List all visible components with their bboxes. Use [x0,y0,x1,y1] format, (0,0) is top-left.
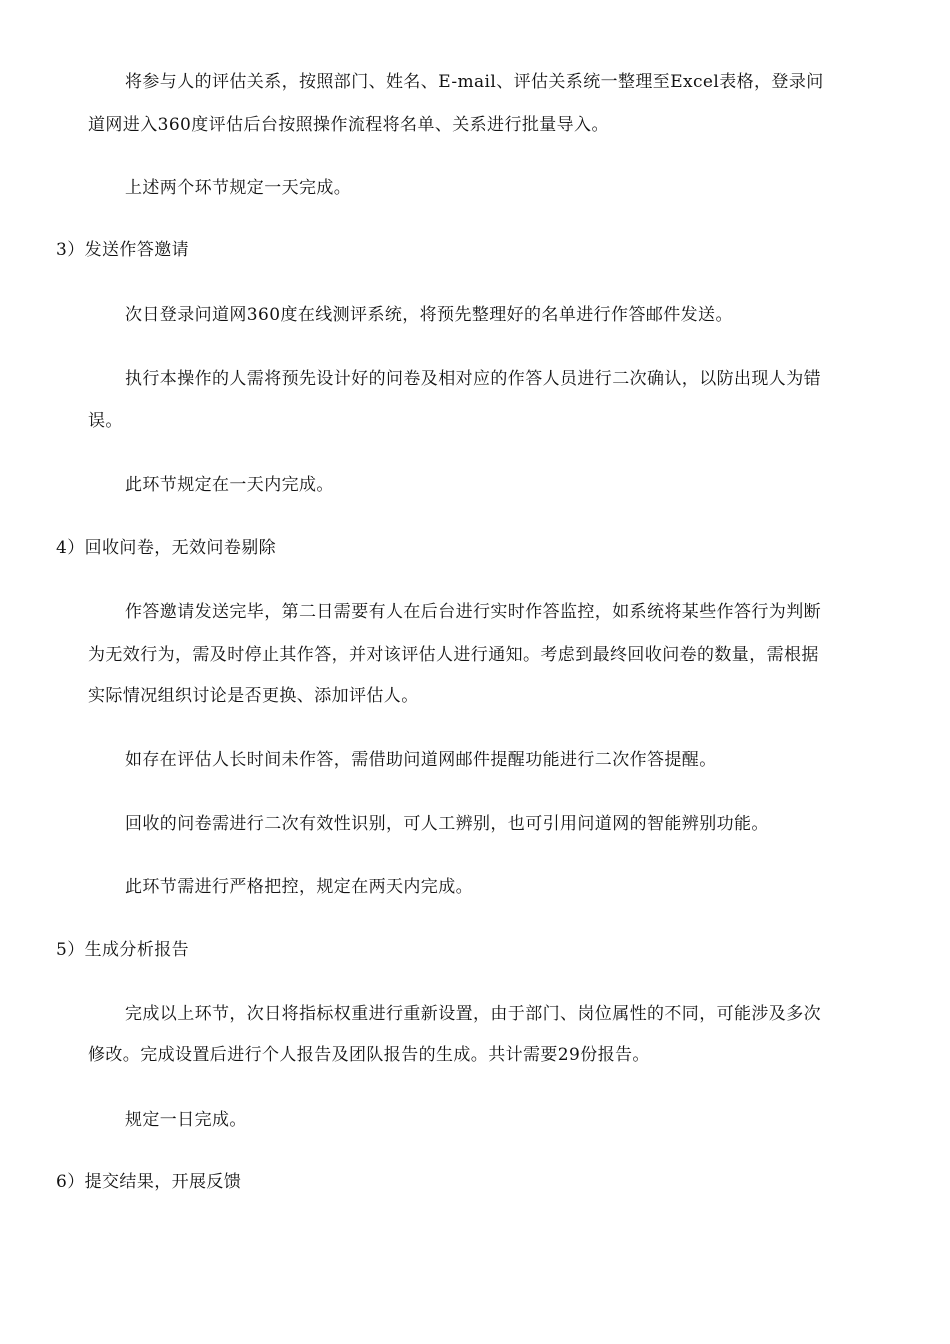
text-line: 执行本操作的人需将预先设计好的问卷及相对应的作答人员进行二次确认，以防出现人为错 [125,369,821,389]
text-line: 上述两个环节规定一天完成。 [125,178,352,198]
text-line: 规定一日完成。 [125,1110,247,1130]
text-line: 完成以上环节，次日将指标权重进行重新设置，由于部门、岗位属性的不同，可能涉及多次 [125,1004,821,1024]
text-line: 误。 [88,411,123,431]
text-line: 如存在评估人长时间未作答，需借助问道网邮件提醒功能进行二次作答提醒。 [125,750,717,770]
text-line: 回收的问卷需进行二次有效性识别，可人工辨别，也可引用问道网的智能辨别功能。 [125,814,769,834]
text-line: 实际情况组织讨论是否更换、添加评估人。 [88,686,419,706]
text-line: 将参与人的评估关系，按照部门、姓名、E-mail、评估关系统一整理至Excel表格，登录问 [125,72,824,92]
heading-text: 3）发送作答邀请 [56,240,190,260]
heading-text: 4）回收问卷，无效问卷剔除 [56,538,277,558]
text-line: 为无效行为，需及时停止其作答，并对该评估人进行通知。考虑到最终回收问卷的数量，需根据 [88,645,819,665]
text-line: 道网进入360度评估后台按照操作流程将名单、关系进行批量导入。 [88,115,609,135]
text-line: 此环节需进行严格把控，规定在两天内完成。 [125,877,473,897]
text-line: 作答邀请发送完毕，第二日需要有人在后台进行实时作答监控，如系统将某些作答行为判断 [125,602,821,622]
text-line: 修改。完成设置后进行个人报告及团队报告的生成。共计需要29份报告。 [88,1045,650,1065]
heading-text: 6）提交结果，开展反馈 [56,1172,242,1192]
text-line: 此环节规定在一天内完成。 [125,475,334,495]
text-line: 次日登录问道网360度在线测评系统，将预先整理好的名单进行作答邮件发送。 [125,305,733,325]
heading-text: 5）生成分析报告 [56,940,190,960]
